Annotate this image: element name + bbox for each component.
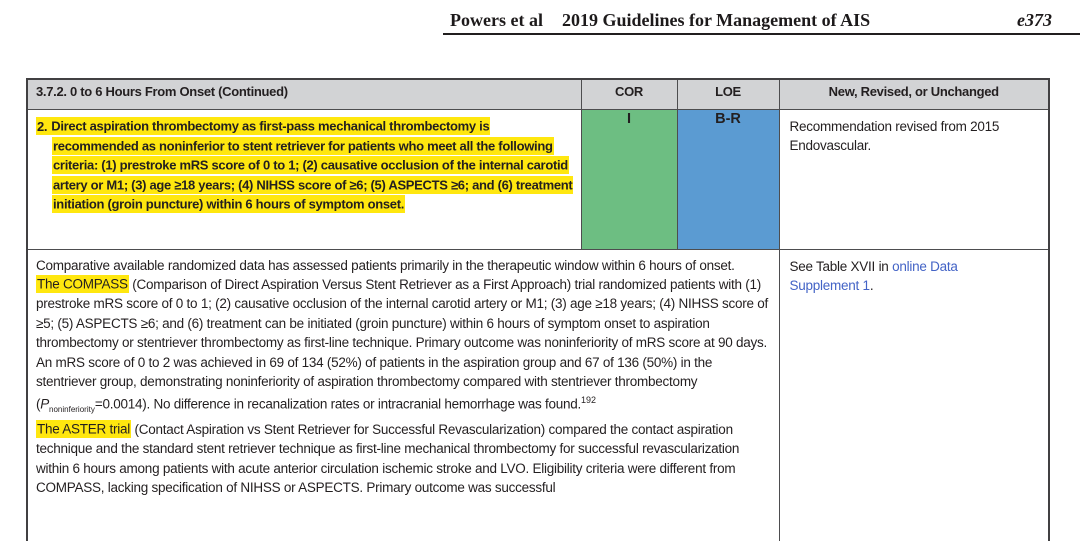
text-segment: P — [40, 396, 50, 412]
running-head-authors: Powers et al — [450, 10, 543, 30]
recommendation-text-cell — [27, 109, 581, 249]
text-segment: See Table XVII in — [789, 258, 893, 274]
text-segment: Comparative available randomized data has assessed patients primarily in the therapeutic window within 6 hours of onset. — [36, 257, 735, 273]
recommendation-number: 2. — [37, 118, 48, 134]
status-header-cell: New, Revised, or Unchanged — [779, 79, 1049, 109]
text-segment: (Contact Aspiration vs Stent Retriever for Successful Revascularization) compared the contact aspiration technique and the standard stent retriever technique as first-line mechanical thrombectomy for successful revascularization within 6 hours among patients with acute anterior circulation ischemic stroke and LVO. Eligibility criteria were different from COMPASS, lacking specification of NIHSS or ASPECTS. Primary outcome was successful — [36, 421, 740, 496]
text-segment: (Comparison of Direct Aspiration Versus Stent Retriever as a First Approach) trial randomized patients with (1) prestroke mRS score of 0 to 1; (2) causative occlusion of the internal carotid artery or M1; (3) age ≥18 years; (4) NIHSS score of ≥5; (5) ASPECTS ≥6; and (6) treatment can be initiated (groin puncture) within 6 hours of symptom onset to aspiration thrombectomy or stentriever thrombectomy as first-line technique. Primary outcome was noninferiority of mRS score at 90 days. An mRS score of 0 to 2 was achieved in 69 of 134 (52%) of patients in the aspiration group and 67 of 136 (50%) in the stentriever group, demonstrating noninferiority of aspiration thrombectomy compared with stentriever thrombectomy ( — [36, 276, 768, 412]
compass-trial-highlight: The COMPASS — [37, 276, 128, 292]
online-data-supplement-link[interactable]: online Data Supplement 1 — [789, 258, 958, 293]
cor-header-cell: COR — [581, 79, 677, 109]
recommendation-highlighted-text — [36, 117, 573, 213]
loe-value-cell: B-R — [677, 109, 779, 249]
cor-value-cell: I — [581, 109, 677, 249]
supplement-note — [790, 257, 992, 296]
revision-note-cell: Recommendation revised from 2015 Endovascular. — [779, 109, 1049, 249]
discussion-row — [27, 249, 1049, 541]
text-segment: =0.0014). No difference in recanalization rates or intracranial hemorrhage was found. — [94, 396, 581, 412]
discussion-paragraph — [36, 256, 771, 275]
aster-trial-highlight: The ASTER trial — [37, 421, 131, 437]
recommendation-item — [36, 117, 575, 215]
discussion-paragraph — [36, 420, 771, 498]
reference-192-superscript: 192 — [581, 395, 597, 406]
supplement-note-cell — [779, 249, 1049, 541]
recommendation-row — [27, 109, 1049, 249]
discussion-paragraph — [36, 275, 771, 420]
header-rule — [443, 33, 1080, 35]
loe-header-cell: LOE — [677, 79, 779, 109]
recommendation-text: Direct aspiration thrombectomy as first-pass mechanical thrombectomy is recommended as noninferior to stent retriever for patients who meet all the following criteria: (1) prestroke mRS score of 0 to 1; (2) causative occlusion of the internal carotid artery or M1; (3) age ≥18 years; (4) NIHSS score of ≥6; (5) ASPECTS ≥6; and (6) treatment initiation (groin puncture) within 6 hours of symptom onset. — [51, 118, 573, 212]
text-segment: noninferiority — [49, 405, 95, 415]
page-number: e373 — [1017, 10, 1052, 30]
text-segment: . — [869, 277, 874, 293]
discussion-paragraphs — [36, 256, 771, 541]
running-head-title: 2019 Guidelines for Management of AIS — [562, 10, 871, 30]
section-header-cell: 3.7.2. 0 to 6 Hours From Onset (Continued) — [27, 79, 581, 109]
recommendation-table — [26, 78, 1050, 541]
discussion-text-cell — [27, 249, 779, 541]
table-header-row — [27, 79, 1049, 109]
